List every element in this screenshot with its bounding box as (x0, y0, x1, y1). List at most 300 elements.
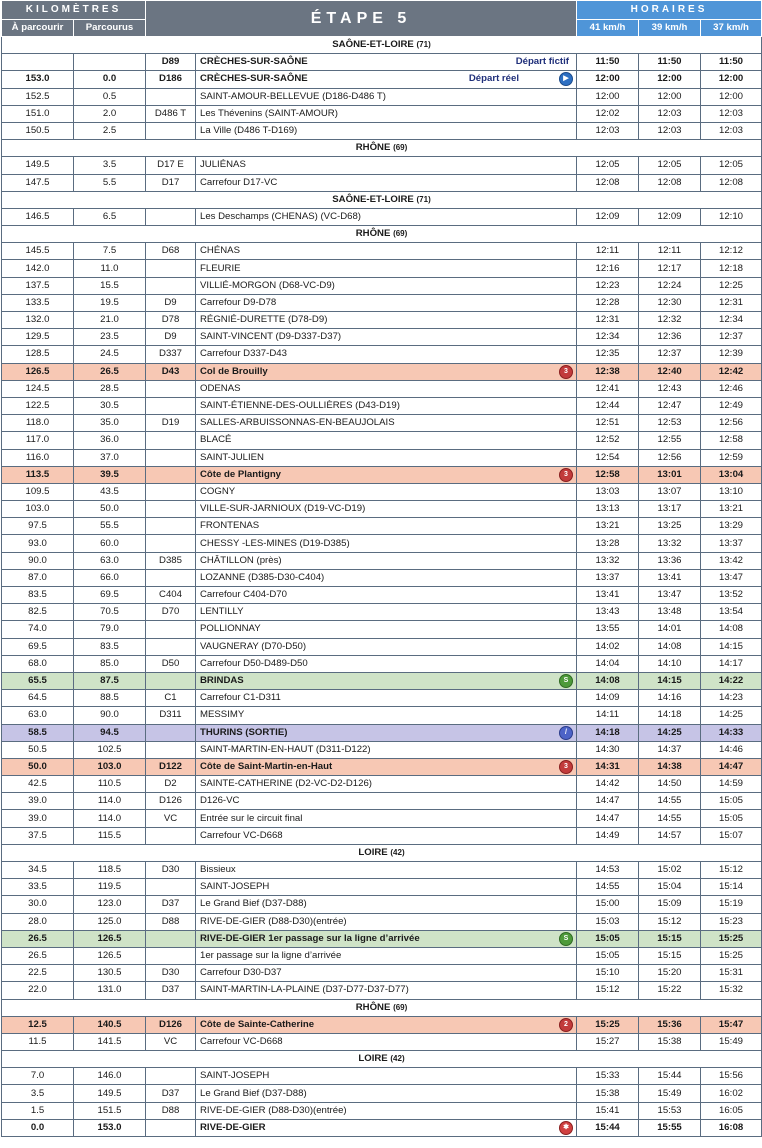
place-cell (196, 483, 577, 500)
place-wrap (200, 604, 573, 620)
time-cell-3: 15:05 (701, 793, 762, 810)
time-cell-2: 15:04 (639, 879, 701, 896)
time-cell-1: 14:04 (577, 655, 639, 672)
km-remaining-cell: 151.0 (2, 105, 74, 122)
route-row (2, 483, 762, 500)
route-row (2, 449, 762, 466)
place-cell (196, 277, 577, 294)
place-name: RIVE-DE-GIER (D88-D30)(entrée) (200, 915, 347, 927)
place-name: VAUGNERAY (D70-D50) (200, 640, 307, 652)
time-cell-2: 15:12 (639, 913, 701, 930)
time-cell-2: 13:47 (639, 587, 701, 604)
region-cell (2, 37, 762, 54)
road-cell (146, 741, 196, 758)
km-remaining-cell: 146.5 (2, 208, 74, 225)
time-cell-3: 12:10 (701, 208, 762, 225)
place-name: Les Deschamps (CHENAS) (VC-D68) (200, 210, 361, 222)
time-cell-3: 13:54 (701, 604, 762, 621)
place-cell (196, 1016, 577, 1033)
region-name: SAÔNE-ET-LOIRE (332, 39, 414, 51)
km-remaining-cell: 50.5 (2, 741, 74, 758)
place-wrap (200, 123, 573, 139)
km-done-header: Parcourus (74, 20, 146, 37)
time-cell-2: 15:02 (639, 862, 701, 879)
time-cell-1: 14:30 (577, 741, 639, 758)
time-cell-3: 15:14 (701, 879, 762, 896)
time-cell-1: 13:43 (577, 604, 639, 621)
time-cell-2: 15:38 (639, 1033, 701, 1050)
km-done-cell: 125.0 (74, 913, 146, 930)
time-cell-3: 14:23 (701, 690, 762, 707)
route-row (2, 862, 762, 879)
km-done-cell: 130.5 (74, 965, 146, 982)
route-row (2, 294, 762, 311)
place-cell (196, 466, 577, 483)
km-done-cell: 79.0 (74, 621, 146, 638)
time-cell-2: 12:00 (639, 71, 701, 88)
place-name: RIVE-DE-GIER (200, 1121, 266, 1133)
place-wrap (200, 71, 573, 87)
road-cell (146, 827, 196, 844)
route-row (2, 260, 762, 277)
region-cell (2, 999, 762, 1016)
time-cell-2: 12:43 (639, 380, 701, 397)
road-cell (146, 449, 196, 466)
km-remaining-cell: 74.0 (2, 621, 74, 638)
time-cell-2: 12:47 (639, 397, 701, 414)
place-cell (196, 758, 577, 775)
region-code: (71) (416, 40, 431, 50)
time-cell-3: 16:02 (701, 1085, 762, 1102)
place-wrap (200, 467, 573, 483)
km-remaining-cell: 150.5 (2, 122, 74, 139)
place-wrap (200, 295, 573, 311)
km-done-cell: 146.0 (74, 1068, 146, 1085)
place-wrap (200, 312, 573, 328)
place-name: BLACÉ (200, 434, 232, 446)
km-remaining-cell: 145.5 (2, 243, 74, 260)
place-name: FLEURIE (200, 262, 241, 274)
place-cell (196, 88, 577, 105)
km-done-cell: 2.0 (74, 105, 146, 122)
place-name: MESSIMY (200, 709, 245, 721)
route-row (2, 501, 762, 518)
road-cell (146, 1068, 196, 1085)
place-name: JULIÉNAS (200, 159, 246, 171)
place-wrap (200, 243, 573, 259)
place-name: Côte de Saint-Martin-en-Haut (200, 760, 333, 772)
road-cell (146, 208, 196, 225)
time-cell-2: 14:16 (639, 690, 701, 707)
time-cell-1: 15:41 (577, 1102, 639, 1119)
time-cell-1: 11:50 (577, 54, 639, 71)
time-cell-1: 15:25 (577, 1016, 639, 1033)
km-done-cell: 11.0 (74, 260, 146, 277)
place-cell (196, 793, 577, 810)
km-remaining-cell: 126.5 (2, 363, 74, 380)
climb-icon: 3 (559, 760, 573, 774)
place-name: Entrée sur le circuit final (200, 812, 303, 824)
route-row (2, 690, 762, 707)
time-cell-2: 14:01 (639, 621, 701, 638)
km-done-cell: 60.0 (74, 535, 146, 552)
route-row (2, 1033, 762, 1050)
road-cell: D70 (146, 604, 196, 621)
km-remaining-header: À parcourir (2, 20, 74, 37)
route-row (2, 879, 762, 896)
place-name: SAINTE-CATHERINE (D2-VC-D2-D126) (200, 778, 372, 790)
km-remaining-cell: 7.0 (2, 1068, 74, 1085)
route-row (2, 174, 762, 191)
km-remaining-cell: 133.5 (2, 294, 74, 311)
km-remaining-cell: 93.0 (2, 535, 74, 552)
time-cell-3: 13:29 (701, 518, 762, 535)
km-remaining-cell: 28.0 (2, 913, 74, 930)
place-cell (196, 1085, 577, 1102)
place-name: SAINT-MARTIN-EN-HAUT (D311-D122) (200, 743, 371, 755)
place-wrap (200, 501, 573, 517)
place-cell (196, 346, 577, 363)
road-cell: D30 (146, 862, 196, 879)
road-cell (146, 879, 196, 896)
place-name: Bissieux (200, 864, 236, 876)
road-cell (146, 88, 196, 105)
km-done-cell: 3.5 (74, 157, 146, 174)
time-cell-2: 13:01 (639, 466, 701, 483)
time-cell-2: 15:36 (639, 1016, 701, 1033)
time-cell-2: 15:15 (639, 947, 701, 964)
region-code: (42) (390, 847, 405, 857)
road-cell (146, 535, 196, 552)
km-remaining-cell: 12.5 (2, 1016, 74, 1033)
time-cell-1: 13:37 (577, 569, 639, 586)
km-remaining-cell: 58.5 (2, 724, 74, 741)
time-cell-3: 12:58 (701, 432, 762, 449)
place-name: Carrefour D17-VC (200, 176, 278, 188)
route-row (2, 88, 762, 105)
time-cell-2: 14:18 (639, 707, 701, 724)
time-cell-2: 13:36 (639, 552, 701, 569)
time-cell-2: 14:57 (639, 827, 701, 844)
time-cell-3: 15:56 (701, 1068, 762, 1085)
road-cell: D122 (146, 758, 196, 775)
region-cell (2, 191, 762, 208)
time-cell-1: 12:28 (577, 294, 639, 311)
road-cell (146, 501, 196, 518)
time-cell-2: 12:55 (639, 432, 701, 449)
time-cell-2: 12:03 (639, 105, 701, 122)
time-cell-3: 12:05 (701, 157, 762, 174)
place-wrap (200, 948, 573, 964)
time-cell-3: 15:31 (701, 965, 762, 982)
km-done-cell: 36.0 (74, 432, 146, 449)
place-name: VILLE-SUR-JARNIOUX (D19-VC-D19) (200, 503, 366, 515)
place-wrap (200, 982, 573, 998)
time-cell-1: 15:33 (577, 1068, 639, 1085)
place-wrap (200, 415, 573, 431)
place-wrap (200, 518, 573, 534)
region-name: LOIRE (358, 846, 388, 858)
route-row (2, 329, 762, 346)
route-row (2, 604, 762, 621)
km-done-cell: 39.5 (74, 466, 146, 483)
region-cell (2, 140, 762, 157)
sprint-icon: S (559, 674, 573, 688)
place-wrap (200, 261, 573, 277)
place-cell (196, 260, 577, 277)
stage-route-table-wrapper (1, 0, 761, 1137)
time-cell-2: 13:25 (639, 518, 701, 535)
place-name: COGNY (200, 485, 236, 497)
time-cell-1: 12:05 (577, 157, 639, 174)
route-row (2, 415, 762, 432)
route-row (2, 947, 762, 964)
time-cell-1: 15:03 (577, 913, 639, 930)
place-cell (196, 535, 577, 552)
place-cell (196, 1102, 577, 1119)
road-cell: D30 (146, 965, 196, 982)
time-cell-3: 14:47 (701, 758, 762, 775)
time-cell-1: 13:41 (577, 587, 639, 604)
time-cell-1: 14:47 (577, 793, 639, 810)
time-cell-2: 14:08 (639, 638, 701, 655)
time-cell-1: 13:21 (577, 518, 639, 535)
place-cell (196, 449, 577, 466)
place-wrap (200, 329, 573, 345)
time-cell-3: 14:25 (701, 707, 762, 724)
place-right (559, 365, 573, 379)
time-cell-3: 12:03 (701, 122, 762, 139)
speed-header-3: 37 km/h (701, 20, 762, 37)
time-cell-1: 13:13 (577, 501, 639, 518)
place-name: Carrefour D30-D37 (200, 967, 282, 979)
place-name: 1er passage sur la ligne d’arrivée (200, 950, 342, 962)
time-cell-1: 14:53 (577, 862, 639, 879)
km-remaining-cell: 3.5 (2, 1085, 74, 1102)
km-done-cell: 126.5 (74, 930, 146, 947)
time-cell-3: 14:22 (701, 672, 762, 689)
km-done-cell: 63.0 (74, 552, 146, 569)
km-remaining-cell: 39.0 (2, 810, 74, 827)
place-cell (196, 122, 577, 139)
place-cell (196, 363, 577, 380)
time-cell-3: 15:25 (701, 930, 762, 947)
place-cell (196, 432, 577, 449)
place-name: RÉGNIÉ-DURETTE (D78-D9) (200, 314, 328, 326)
route-row (2, 346, 762, 363)
road-cell (146, 930, 196, 947)
place-cell (196, 655, 577, 672)
region-cell (2, 226, 762, 243)
region-code: (69) (393, 143, 408, 153)
km-remaining-cell: 128.5 (2, 346, 74, 363)
time-cell-2: 13:48 (639, 604, 701, 621)
km-done-cell: 2.5 (74, 122, 146, 139)
km-done-cell: 50.0 (74, 501, 146, 518)
time-cell-3: 12:25 (701, 277, 762, 294)
time-cell-2: 14:25 (639, 724, 701, 741)
place-name: LENTILLY (200, 606, 244, 618)
time-cell-1: 14:47 (577, 810, 639, 827)
time-cell-2: 14:10 (639, 655, 701, 672)
time-cell-1: 12:41 (577, 380, 639, 397)
route-row (2, 793, 762, 810)
time-cell-3: 15:49 (701, 1033, 762, 1050)
time-cell-2: 15:22 (639, 982, 701, 999)
place-name: ODENAS (200, 382, 241, 394)
km-done-cell: 114.0 (74, 810, 146, 827)
time-cell-2: 14:50 (639, 776, 701, 793)
route-row (2, 552, 762, 569)
place-name: SAINT-JOSEPH (200, 1070, 270, 1082)
km-remaining-cell: 82.5 (2, 604, 74, 621)
place-wrap (200, 278, 573, 294)
km-remaining-cell: 142.0 (2, 260, 74, 277)
place-wrap (200, 965, 573, 981)
road-cell: D385 (146, 552, 196, 569)
region-cell (2, 844, 762, 861)
road-cell: D9 (146, 329, 196, 346)
km-remaining-cell: 113.5 (2, 466, 74, 483)
km-done-cell: 6.5 (74, 208, 146, 225)
km-done-cell: 88.5 (74, 690, 146, 707)
road-cell (146, 724, 196, 741)
time-cell-3: 13:37 (701, 535, 762, 552)
km-remaining-cell: 116.0 (2, 449, 74, 466)
time-cell-2: 13:32 (639, 535, 701, 552)
time-cell-3: 12:31 (701, 294, 762, 311)
time-cell-3: 14:15 (701, 638, 762, 655)
place-cell (196, 587, 577, 604)
time-cell-3: 15:05 (701, 810, 762, 827)
time-cell-2: 12:17 (639, 260, 701, 277)
place-cell (196, 604, 577, 621)
route-row (2, 965, 762, 982)
time-cell-1: 15:12 (577, 982, 639, 999)
place-wrap (200, 828, 573, 844)
header-row-1 (2, 1, 762, 20)
region-code: (71) (416, 194, 431, 204)
place-name: Côte de Plantigny (200, 468, 282, 480)
time-cell-3: 16:05 (701, 1102, 762, 1119)
route-row (2, 638, 762, 655)
time-cell-3: 12:39 (701, 346, 762, 363)
place-cell (196, 569, 577, 586)
km-remaining-cell: 42.5 (2, 776, 74, 793)
time-cell-1: 12:51 (577, 415, 639, 432)
place-wrap (200, 54, 573, 70)
time-cell-2: 12:11 (639, 243, 701, 260)
time-cell-1: 13:55 (577, 621, 639, 638)
time-cell-1: 13:03 (577, 483, 639, 500)
place-cell (196, 71, 577, 88)
place-right (559, 760, 573, 774)
time-cell-1: 12:02 (577, 105, 639, 122)
time-cell-2: 15:20 (639, 965, 701, 982)
road-cell (146, 260, 196, 277)
time-cell-2: 14:15 (639, 672, 701, 689)
km-done-cell: 37.0 (74, 449, 146, 466)
time-cell-2: 11:50 (639, 54, 701, 71)
place-wrap (200, 570, 573, 586)
km-done-cell: 102.5 (74, 741, 146, 758)
time-cell-1: 12:03 (577, 122, 639, 139)
km-remaining-cell: 87.0 (2, 569, 74, 586)
time-cell-3: 12:37 (701, 329, 762, 346)
place-name: CHESSY -LES-MINES (D19-D385) (200, 537, 350, 549)
km-done-cell: 28.5 (74, 380, 146, 397)
place-wrap (200, 896, 573, 912)
road-cell: D50 (146, 655, 196, 672)
time-cell-3: 12:08 (701, 174, 762, 191)
time-cell-3: 15:07 (701, 827, 762, 844)
region-row (2, 1051, 762, 1068)
time-cell-3: 12:56 (701, 415, 762, 432)
place-name: SAINT-AMOUR-BELLEVUE (D186-D486 T) (200, 90, 386, 102)
place-wrap (200, 432, 573, 448)
km-done-cell: 115.5 (74, 827, 146, 844)
place-right (559, 468, 573, 482)
place-name: La Ville (D486 T-D169) (200, 125, 298, 137)
km-remaining-cell: 65.5 (2, 672, 74, 689)
road-cell: VC (146, 1033, 196, 1050)
km-done-cell: 140.5 (74, 1016, 146, 1033)
place-cell (196, 329, 577, 346)
time-cell-1: 15:05 (577, 930, 639, 947)
road-cell (146, 122, 196, 139)
road-cell: D17 E (146, 157, 196, 174)
route-row (2, 982, 762, 999)
place-cell (196, 621, 577, 638)
place-wrap (200, 673, 573, 689)
place-name: VILLIÉ-MORGON (D68-VC-D9) (200, 279, 335, 291)
stage-route-table (1, 0, 762, 1137)
km-done-cell: 0.5 (74, 88, 146, 105)
time-cell-1: 12:00 (577, 71, 639, 88)
road-cell: C1 (146, 690, 196, 707)
km-done-cell: 141.5 (74, 1033, 146, 1050)
place-wrap (200, 776, 573, 792)
place-wrap (200, 364, 573, 380)
place-name: SAINT-VINCENT (D9-D337-D37) (200, 331, 342, 343)
place-name: Les Thévenins (SAINT-AMOUR) (200, 107, 338, 119)
place-cell (196, 810, 577, 827)
road-cell: D486 T (146, 105, 196, 122)
place-right (469, 71, 573, 87)
place-wrap (200, 656, 573, 672)
km-done-cell: 94.5 (74, 724, 146, 741)
place-cell (196, 672, 577, 689)
road-cell: D43 (146, 363, 196, 380)
km-remaining-cell: 147.5 (2, 174, 74, 191)
place-wrap (200, 484, 573, 500)
time-cell-1: 15:00 (577, 896, 639, 913)
time-cell-2: 15:15 (639, 930, 701, 947)
place-wrap (200, 707, 573, 723)
region-row (2, 140, 762, 157)
road-cell: D89 (146, 54, 196, 71)
route-row (2, 122, 762, 139)
time-cell-2: 14:38 (639, 758, 701, 775)
place-cell (196, 965, 577, 982)
place-cell (196, 501, 577, 518)
time-cell-1: 14:55 (577, 879, 639, 896)
time-cell-2: 12:03 (639, 122, 701, 139)
place-wrap (200, 1086, 573, 1102)
time-cell-1: 12:09 (577, 208, 639, 225)
road-cell (146, 277, 196, 294)
place-wrap (200, 553, 573, 569)
